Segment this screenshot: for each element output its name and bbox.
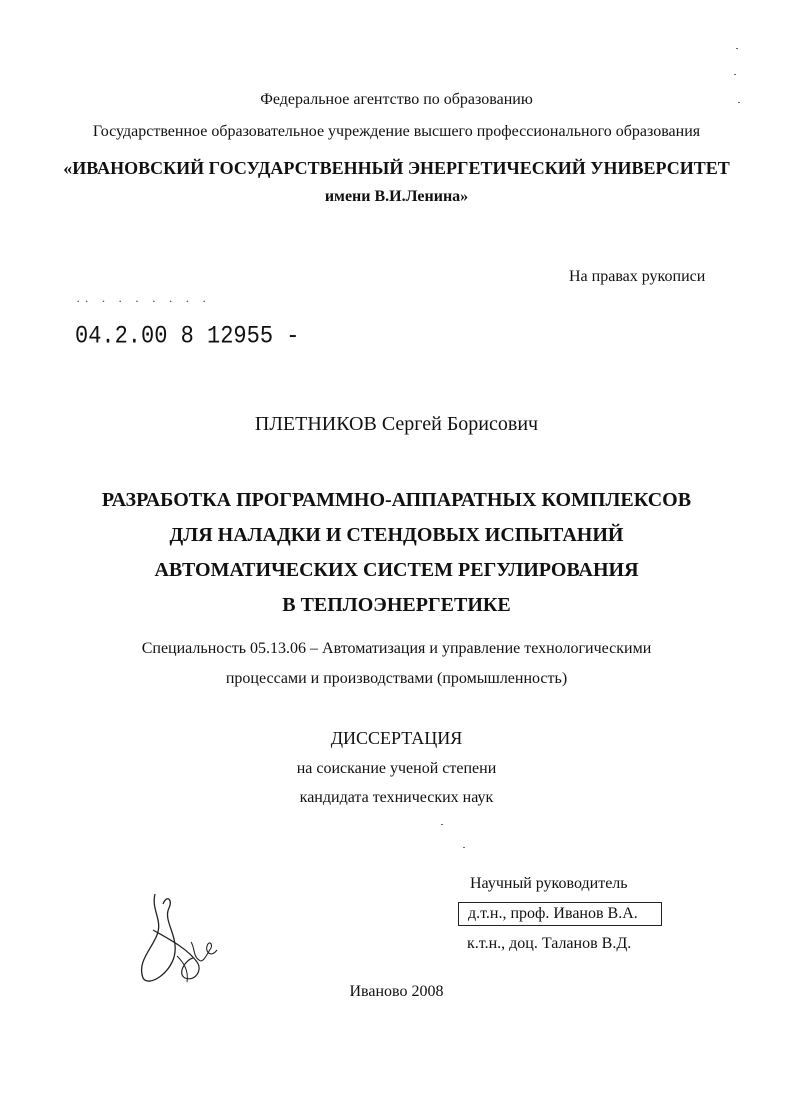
rights-note: На правах рукописи bbox=[569, 268, 706, 285]
supervisor-label: Научный руководитель bbox=[470, 875, 628, 892]
supervisor-box bbox=[458, 902, 662, 926]
thesis-title-line: АВТОМАТИЧЕСКИХ СИСТЕМ РЕГУЛИРОВАНИЯ bbox=[154, 559, 639, 581]
university-name: «ИВАНОВСКИЙ ГОСУДАРСТВЕННЫЙ ЭНЕРГЕТИЧЕСКИЙ УНИВЕРСИТЕТ bbox=[63, 158, 730, 178]
code-marks: ˙˙ ˙ ˙ ˙ ˙ ˙ ˙ ˙ bbox=[74, 300, 209, 316]
consultant-name: к.т.н., доц. Таланов В.Д. bbox=[467, 935, 632, 952]
university-named-after: имени В.И.Ленина» bbox=[324, 188, 469, 205]
city-year: Иваново 2008 bbox=[349, 983, 444, 1000]
thesis-title-line: В ТЕПЛОЭНЕРГЕТИКЕ bbox=[282, 594, 511, 616]
signature-icon bbox=[133, 890, 223, 990]
author-name: ПЛЕТНИКОВ Сергей Борисович bbox=[254, 413, 539, 435]
degree-line: на соискание ученой степени bbox=[296, 760, 497, 777]
supervisor-name: д.т.н., проф. Иванов В.А. bbox=[468, 905, 638, 922]
dissertation-label: ДИССЕРТАЦИЯ bbox=[330, 728, 463, 748]
institution-name: Государственное образовательное учреждение высшего профессионального образования bbox=[92, 123, 701, 140]
agency-name: Федеральное агентство по образованию bbox=[260, 91, 533, 108]
specialty-line: процессами и производствами (промышленность) bbox=[225, 670, 568, 687]
specialty-line: Специальность 05.13.06 – Автоматизация и управление технологическими bbox=[141, 640, 652, 657]
scan-speck bbox=[734, 74, 736, 75]
degree-line: кандидата технических наук bbox=[299, 789, 494, 806]
scan-speck bbox=[738, 102, 740, 103]
registration-code: 04.2.00 8 12955 - bbox=[75, 322, 300, 351]
scan-speck bbox=[441, 824, 443, 825]
scan-speck bbox=[463, 847, 465, 848]
thesis-title-line: РАЗРАБОТКА ПРОГРАММНО-АППАРАТНЫХ КОМПЛЕКСОВ bbox=[101, 489, 692, 511]
thesis-title-line: ДЛЯ НАЛАДКИ И СТЕНДОВЫХ ИСПЫТАНИЙ bbox=[169, 524, 624, 546]
scan-speck bbox=[736, 48, 738, 49]
